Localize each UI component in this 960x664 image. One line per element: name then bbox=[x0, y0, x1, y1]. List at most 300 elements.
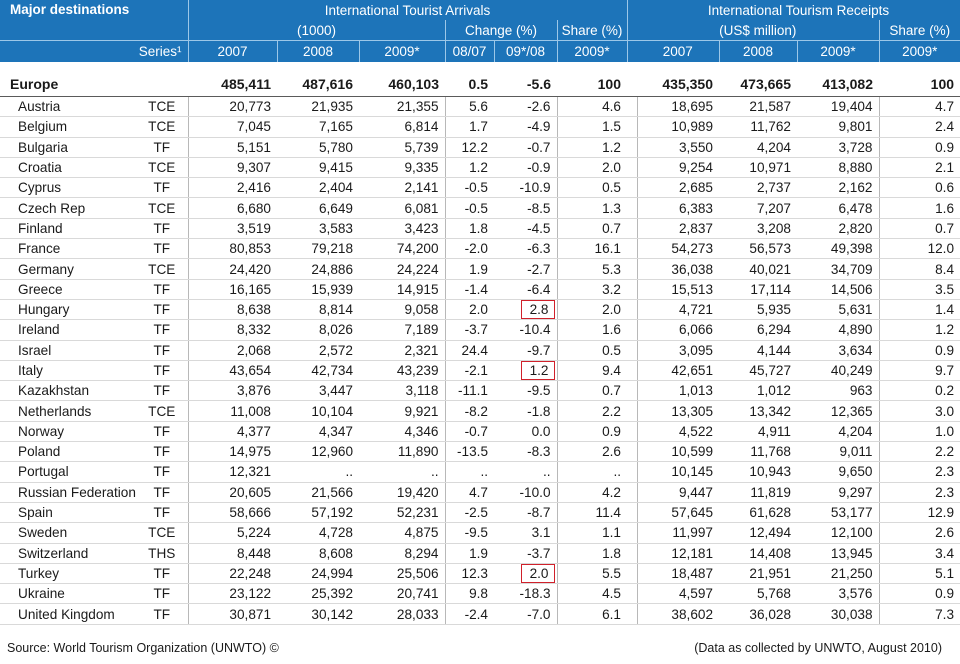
cell-arrivals-2008: 25,392 bbox=[277, 584, 359, 604]
col-receipts-share-2009: 2009* bbox=[879, 41, 960, 63]
cell-arrivals-2009: 9,335 bbox=[359, 157, 445, 177]
cell-arrivals-2009: 14,915 bbox=[359, 279, 445, 299]
series-code: TF bbox=[122, 239, 188, 259]
cell-share-2009: 1.8 bbox=[557, 543, 627, 563]
table-row bbox=[0, 401, 960, 421]
cell-receipts-share-2009: 1.4 bbox=[879, 299, 960, 319]
cell-receipts-2008: 17,114 bbox=[719, 279, 797, 299]
cell-receipts-2008: 4,911 bbox=[719, 421, 797, 441]
cell-change-08-07: 0.5 bbox=[445, 72, 494, 97]
cell-receipts-2008: 4,204 bbox=[719, 137, 797, 157]
cell-arrivals-2009: 43,239 bbox=[359, 360, 445, 380]
table-row bbox=[0, 97, 960, 117]
country-name: Spain bbox=[0, 502, 122, 522]
country-name: Cyprus bbox=[0, 178, 122, 198]
series-code: TF bbox=[122, 482, 188, 502]
cell-change-08-07: -2.1 bbox=[445, 360, 494, 380]
series-code: TF bbox=[122, 218, 188, 238]
country-name: Hungary bbox=[0, 299, 122, 319]
cell-receipts-share-2009: 2.1 bbox=[879, 157, 960, 177]
cell-arrivals-2007: 11,008 bbox=[188, 401, 277, 421]
table-row bbox=[0, 502, 960, 522]
cell-arrivals-2009: 52,231 bbox=[359, 502, 445, 522]
table-row bbox=[0, 299, 960, 319]
cell-share-2009: 1.3 bbox=[557, 198, 627, 218]
cell-arrivals-2008: 8,026 bbox=[277, 320, 359, 340]
collection-note: (Data as collected by UNWTO, August 2010) bbox=[694, 641, 942, 655]
cell-arrivals-2007: 14,975 bbox=[188, 442, 277, 462]
cell-receipts-2009: 9,650 bbox=[797, 462, 879, 482]
cell-receipts-2008: 12,494 bbox=[719, 523, 797, 543]
cell-receipts-2009: 40,249 bbox=[797, 360, 879, 380]
table-row bbox=[0, 563, 960, 583]
cell-arrivals-2008: 24,886 bbox=[277, 259, 359, 279]
country-name: Turkey bbox=[0, 563, 122, 583]
cell-arrivals-2009: 19,420 bbox=[359, 482, 445, 502]
table-row bbox=[0, 259, 960, 279]
table-body bbox=[0, 72, 960, 624]
series-code: TCE bbox=[122, 401, 188, 421]
cell-receipts-share-2009: 4.7 bbox=[879, 97, 960, 117]
cell-receipts-2007: 36,038 bbox=[637, 259, 719, 279]
cell-receipts-share-2009: 1.0 bbox=[879, 421, 960, 441]
col-2008: 2008 bbox=[277, 41, 359, 63]
cell-receipts-2007: 10,599 bbox=[637, 442, 719, 462]
cell-arrivals-2007: 8,332 bbox=[188, 320, 277, 340]
cell-change-09-08: -4.5 bbox=[494, 218, 557, 238]
cell-arrivals-2007: 485,411 bbox=[188, 72, 277, 97]
cell-arrivals-2009: 4,346 bbox=[359, 421, 445, 441]
cell-receipts-share-2009: 100 bbox=[879, 72, 960, 97]
cell-receipts-share-2009: 2.2 bbox=[879, 442, 960, 462]
cell-receipts-2007: 13,305 bbox=[637, 401, 719, 421]
cell-receipts-2007: 435,350 bbox=[637, 72, 719, 97]
cell-change-09-08: -10.4 bbox=[494, 320, 557, 340]
cell-receipts-2008: 11,762 bbox=[719, 117, 797, 137]
cell-arrivals-2009: 11,890 bbox=[359, 442, 445, 462]
cell-receipts-2008: 3,208 bbox=[719, 218, 797, 238]
country-name: Germany bbox=[0, 259, 122, 279]
cell-receipts-2007: 57,645 bbox=[637, 502, 719, 522]
cell-arrivals-2007: 3,876 bbox=[188, 381, 277, 401]
cell-change-08-07: -13.5 bbox=[445, 442, 494, 462]
cell-change-08-07: -8.2 bbox=[445, 401, 494, 421]
cell-receipts-2009: 34,709 bbox=[797, 259, 879, 279]
country-name: Sweden bbox=[0, 523, 122, 543]
series-code: TF bbox=[122, 421, 188, 441]
cell-arrivals-2008: .. bbox=[277, 462, 359, 482]
cell-receipts-share-2009: 2.4 bbox=[879, 117, 960, 137]
cell-arrivals-2007: 5,151 bbox=[188, 137, 277, 157]
cell-receipts-share-2009: 2.3 bbox=[879, 462, 960, 482]
country-name: Ireland bbox=[0, 320, 122, 340]
cell-receipts-2008: 45,727 bbox=[719, 360, 797, 380]
cell-change-09-08: -1.8 bbox=[494, 401, 557, 421]
cell-arrivals-2009: 3,423 bbox=[359, 218, 445, 238]
series-code: THS bbox=[122, 543, 188, 563]
table-row bbox=[0, 604, 960, 624]
cell-share-2009: 1.2 bbox=[557, 137, 627, 157]
country-name: Austria bbox=[0, 97, 122, 117]
cell-receipts-2007: 3,095 bbox=[637, 340, 719, 360]
cell-arrivals-2008: 57,192 bbox=[277, 502, 359, 522]
cell-arrivals-2009: 6,081 bbox=[359, 198, 445, 218]
region-name: Europe bbox=[0, 72, 122, 97]
country-name: Netherlands bbox=[0, 401, 122, 421]
cell-receipts-share-2009: 2.3 bbox=[879, 482, 960, 502]
cell-change-08-07: -2.4 bbox=[445, 604, 494, 624]
country-name: France bbox=[0, 239, 122, 259]
cell-receipts-2008: 61,628 bbox=[719, 502, 797, 522]
cell-arrivals-2008: 12,960 bbox=[277, 442, 359, 462]
cell-receipts-share-2009: 8.4 bbox=[879, 259, 960, 279]
cell-change-08-07: 1.2 bbox=[445, 157, 494, 177]
cell-change-09-08: .. bbox=[494, 462, 557, 482]
cell-receipts-2008: 2,737 bbox=[719, 178, 797, 198]
col-receipts-2007: 2007 bbox=[637, 41, 719, 63]
country-name: Bulgaria bbox=[0, 137, 122, 157]
cell-change-09-08: -9.7 bbox=[494, 340, 557, 360]
col-receipts-2008: 2008 bbox=[719, 41, 797, 63]
country-name: United Kingdom bbox=[0, 604, 122, 624]
cell-arrivals-2009: 20,741 bbox=[359, 584, 445, 604]
cell-receipts-share-2009: 3.5 bbox=[879, 279, 960, 299]
cell-arrivals-2009: 4,875 bbox=[359, 523, 445, 543]
cell-change-08-07: -0.5 bbox=[445, 178, 494, 198]
cell-change-09-08: -2.7 bbox=[494, 259, 557, 279]
cell-receipts-2007: 6,383 bbox=[637, 198, 719, 218]
cell-receipts-share-2009: 2.6 bbox=[879, 523, 960, 543]
series-code: TF bbox=[122, 442, 188, 462]
col-change-08-07: 08/07 bbox=[445, 41, 494, 63]
cell-receipts-2007: 4,721 bbox=[637, 299, 719, 319]
series-code: TF bbox=[122, 381, 188, 401]
table-row bbox=[0, 279, 960, 299]
highlight-box: 1.2 bbox=[521, 361, 555, 380]
cell-change-09-08 bbox=[494, 360, 557, 380]
cell-arrivals-2007: 58,666 bbox=[188, 502, 277, 522]
series-code: TF bbox=[122, 320, 188, 340]
cell-arrivals-2009: 2,141 bbox=[359, 178, 445, 198]
cell-receipts-2007: 4,597 bbox=[637, 584, 719, 604]
series-code: TCE bbox=[122, 97, 188, 117]
cell-share-2009: 0.7 bbox=[557, 381, 627, 401]
cell-arrivals-2008: 15,939 bbox=[277, 279, 359, 299]
cell-receipts-2007: 10,145 bbox=[637, 462, 719, 482]
table-header bbox=[0, 0, 960, 72]
cell-arrivals-2009: 25,506 bbox=[359, 563, 445, 583]
cell-receipts-2009: 12,100 bbox=[797, 523, 879, 543]
table-row bbox=[0, 239, 960, 259]
series-code: TF bbox=[122, 563, 188, 583]
cell-arrivals-2007: 24,420 bbox=[188, 259, 277, 279]
cell-receipts-2009: 5,631 bbox=[797, 299, 879, 319]
cell-share-2009: 1.6 bbox=[557, 320, 627, 340]
cell-receipts-2008: 36,028 bbox=[719, 604, 797, 624]
change-header: Change (%) bbox=[445, 20, 557, 41]
cell-change-08-07: -11.1 bbox=[445, 381, 494, 401]
cell-change-09-08: -2.6 bbox=[494, 97, 557, 117]
cell-arrivals-2007: 8,448 bbox=[188, 543, 277, 563]
cell-receipts-2007: 2,837 bbox=[637, 218, 719, 238]
cell-change-08-07: -0.5 bbox=[445, 198, 494, 218]
cell-arrivals-2009: 3,118 bbox=[359, 381, 445, 401]
cell-arrivals-2007: 8,638 bbox=[188, 299, 277, 319]
country-name: Croatia bbox=[0, 157, 122, 177]
arrivals-unit: (1000) bbox=[188, 20, 445, 41]
series-code: TF bbox=[122, 360, 188, 380]
series-code: TF bbox=[122, 584, 188, 604]
share-header: Share (%) bbox=[557, 20, 627, 41]
cell-arrivals-2007: 20,605 bbox=[188, 482, 277, 502]
series-code: TCE bbox=[122, 523, 188, 543]
table-row bbox=[0, 462, 960, 482]
cell-arrivals-2008: 7,165 bbox=[277, 117, 359, 137]
cell-share-2009: 100 bbox=[557, 72, 627, 97]
cell-arrivals-2007: 20,773 bbox=[188, 97, 277, 117]
cell-share-2009: 11.4 bbox=[557, 502, 627, 522]
cell-receipts-2009: 4,204 bbox=[797, 421, 879, 441]
cell-arrivals-2008: 9,415 bbox=[277, 157, 359, 177]
series-code: TF bbox=[122, 299, 188, 319]
cell-receipts-2007: 9,254 bbox=[637, 157, 719, 177]
cell-receipts-2008: 21,951 bbox=[719, 563, 797, 583]
cell-arrivals-2009: 460,103 bbox=[359, 72, 445, 97]
country-name: Kazakhstan bbox=[0, 381, 122, 401]
cell-change-09-08: -10.0 bbox=[494, 482, 557, 502]
country-name: Israel bbox=[0, 340, 122, 360]
cell-arrivals-2007: 23,122 bbox=[188, 584, 277, 604]
country-name: Russian Federation bbox=[0, 482, 122, 502]
cell-arrivals-2008: 8,814 bbox=[277, 299, 359, 319]
cell-receipts-2008: 56,573 bbox=[719, 239, 797, 259]
cell-change-08-07: -0.7 bbox=[445, 421, 494, 441]
country-name: Norway bbox=[0, 421, 122, 441]
cell-receipts-2009: 2,820 bbox=[797, 218, 879, 238]
cell-arrivals-2007: 9,307 bbox=[188, 157, 277, 177]
cell-receipts-2007: 2,685 bbox=[637, 178, 719, 198]
cell-arrivals-2007: 2,416 bbox=[188, 178, 277, 198]
cell-change-09-08: 3.1 bbox=[494, 523, 557, 543]
cell-receipts-2008: 10,943 bbox=[719, 462, 797, 482]
cell-arrivals-2009: 8,294 bbox=[359, 543, 445, 563]
series-code: TCE bbox=[122, 117, 188, 137]
cell-receipts-2007: 15,513 bbox=[637, 279, 719, 299]
cell-change-09-08: -4.9 bbox=[494, 117, 557, 137]
cell-change-09-08: -6.3 bbox=[494, 239, 557, 259]
country-name: Greece bbox=[0, 279, 122, 299]
cell-arrivals-2007: 7,045 bbox=[188, 117, 277, 137]
cell-change-09-08: -0.7 bbox=[494, 137, 557, 157]
cell-share-2009: 1.1 bbox=[557, 523, 627, 543]
cell-change-09-08: -7.0 bbox=[494, 604, 557, 624]
cell-arrivals-2008: 4,347 bbox=[277, 421, 359, 441]
cell-receipts-2009: 19,404 bbox=[797, 97, 879, 117]
cell-receipts-2008: 5,768 bbox=[719, 584, 797, 604]
cell-change-08-07: 5.6 bbox=[445, 97, 494, 117]
cell-arrivals-2009: 9,921 bbox=[359, 401, 445, 421]
series-code: TF bbox=[122, 604, 188, 624]
cell-share-2009: 16.1 bbox=[557, 239, 627, 259]
cell-change-09-08: -10.9 bbox=[494, 178, 557, 198]
cell-receipts-2007: 3,550 bbox=[637, 137, 719, 157]
highlight-box: 2.8 bbox=[521, 300, 555, 319]
cell-receipts-2009: 12,365 bbox=[797, 401, 879, 421]
cell-change-08-07: 1.8 bbox=[445, 218, 494, 238]
country-name: Portugal bbox=[0, 462, 122, 482]
cell-arrivals-2008: 2,404 bbox=[277, 178, 359, 198]
series-code: TF bbox=[122, 137, 188, 157]
cell-arrivals-2007: 5,224 bbox=[188, 523, 277, 543]
cell-change-09-08: -0.9 bbox=[494, 157, 557, 177]
col-change-09-08: 09*/08 bbox=[494, 41, 557, 63]
table-row bbox=[0, 157, 960, 177]
cell-arrivals-2008: 21,566 bbox=[277, 482, 359, 502]
country-name: Finland bbox=[0, 218, 122, 238]
cell-share-2009: 1.5 bbox=[557, 117, 627, 137]
cell-share-2009: 6.1 bbox=[557, 604, 627, 624]
cell-change-08-07: 1.9 bbox=[445, 259, 494, 279]
cell-receipts-2008: 473,665 bbox=[719, 72, 797, 97]
cell-receipts-2009: 49,398 bbox=[797, 239, 879, 259]
cell-change-09-08: -5.6 bbox=[494, 72, 557, 97]
cell-arrivals-2008: 42,734 bbox=[277, 360, 359, 380]
cell-share-2009: 4.2 bbox=[557, 482, 627, 502]
cell-receipts-2008: 7,207 bbox=[719, 198, 797, 218]
cell-receipts-2007: 54,273 bbox=[637, 239, 719, 259]
cell-change-09-08: -8.7 bbox=[494, 502, 557, 522]
cell-share-2009: 3.2 bbox=[557, 279, 627, 299]
cell-arrivals-2008: 5,780 bbox=[277, 137, 359, 157]
series-code: TF bbox=[122, 462, 188, 482]
table-row bbox=[0, 198, 960, 218]
table-row bbox=[0, 543, 960, 563]
receipts-unit: (US$ million) bbox=[637, 20, 879, 41]
cell-change-09-08: -8.3 bbox=[494, 442, 557, 462]
cell-change-08-07: -2.5 bbox=[445, 502, 494, 522]
cell-receipts-share-2009: 3.4 bbox=[879, 543, 960, 563]
cell-receipts-2009: 9,801 bbox=[797, 117, 879, 137]
source-note: Source: World Tourism Organization (UNWTO) © bbox=[7, 641, 279, 655]
cell-change-08-07: -9.5 bbox=[445, 523, 494, 543]
table-row bbox=[0, 178, 960, 198]
cell-arrivals-2007: 6,680 bbox=[188, 198, 277, 218]
cell-arrivals-2007: 12,321 bbox=[188, 462, 277, 482]
cell-arrivals-2007: 4,377 bbox=[188, 421, 277, 441]
cell-arrivals-2007: 43,654 bbox=[188, 360, 277, 380]
cell-arrivals-2009: 5,739 bbox=[359, 137, 445, 157]
cell-arrivals-2009: 9,058 bbox=[359, 299, 445, 319]
cell-change-09-08 bbox=[494, 563, 557, 583]
cell-receipts-2008: 11,819 bbox=[719, 482, 797, 502]
cell-change-09-08: -6.4 bbox=[494, 279, 557, 299]
cell-arrivals-2007: 3,519 bbox=[188, 218, 277, 238]
col-receipts-2009: 2009* bbox=[797, 41, 879, 63]
series-code: TF bbox=[122, 178, 188, 198]
cell-receipts-share-2009: 1.2 bbox=[879, 320, 960, 340]
series-header: Series¹ bbox=[122, 41, 188, 63]
table-row bbox=[0, 442, 960, 462]
cell-change-09-08: -18.3 bbox=[494, 584, 557, 604]
cell-receipts-share-2009: 7.3 bbox=[879, 604, 960, 624]
cell-receipts-share-2009: 0.6 bbox=[879, 178, 960, 198]
cell-share-2009: 4.6 bbox=[557, 97, 627, 117]
cell-receipts-2007: 9,447 bbox=[637, 482, 719, 502]
table-row bbox=[0, 340, 960, 360]
receipts-share-header: Share (%) bbox=[879, 20, 960, 41]
cell-receipts-2007: 1,013 bbox=[637, 381, 719, 401]
cell-change-09-08: -8.5 bbox=[494, 198, 557, 218]
cell-receipts-share-2009: 0.9 bbox=[879, 137, 960, 157]
table-row bbox=[0, 381, 960, 401]
country-name: Switzerland bbox=[0, 543, 122, 563]
cell-arrivals-2009: .. bbox=[359, 462, 445, 482]
cell-receipts-2008: 10,971 bbox=[719, 157, 797, 177]
cell-receipts-share-2009: 0.2 bbox=[879, 381, 960, 401]
table-row bbox=[0, 584, 960, 604]
cell-receipts-2009: 13,945 bbox=[797, 543, 879, 563]
cell-receipts-2007: 12,181 bbox=[637, 543, 719, 563]
europe-total-row bbox=[0, 72, 960, 97]
series-code: TCE bbox=[122, 157, 188, 177]
cell-receipts-2009: 3,728 bbox=[797, 137, 879, 157]
country-name: Poland bbox=[0, 442, 122, 462]
cell-share-2009: 9.4 bbox=[557, 360, 627, 380]
cell-receipts-2009: 21,250 bbox=[797, 563, 879, 583]
cell-arrivals-2008: 8,608 bbox=[277, 543, 359, 563]
cell-share-2009: 2.0 bbox=[557, 157, 627, 177]
cell-change-08-07: 12.3 bbox=[445, 563, 494, 583]
cell-receipts-2008: 21,587 bbox=[719, 97, 797, 117]
country-name: Italy bbox=[0, 360, 122, 380]
cell-arrivals-2007: 16,165 bbox=[188, 279, 277, 299]
cell-share-2009: 0.5 bbox=[557, 178, 627, 198]
cell-change-08-07: 4.7 bbox=[445, 482, 494, 502]
cell-receipts-2009: 53,177 bbox=[797, 502, 879, 522]
cell-arrivals-2008: 24,994 bbox=[277, 563, 359, 583]
series-code: TF bbox=[122, 340, 188, 360]
cell-share-2009: .. bbox=[557, 462, 627, 482]
cell-change-08-07: -1.4 bbox=[445, 279, 494, 299]
series-code: TF bbox=[122, 279, 188, 299]
cell-receipts-2008: 1,012 bbox=[719, 381, 797, 401]
cell-receipts-2008: 14,408 bbox=[719, 543, 797, 563]
cell-receipts-share-2009: 5.1 bbox=[879, 563, 960, 583]
country-name: Ukraine bbox=[0, 584, 122, 604]
cell-receipts-share-2009: 3.0 bbox=[879, 401, 960, 421]
cell-share-2009: 2.6 bbox=[557, 442, 627, 462]
cell-arrivals-2009: 28,033 bbox=[359, 604, 445, 624]
cell-receipts-2009: 8,880 bbox=[797, 157, 879, 177]
series-code: TF bbox=[122, 502, 188, 522]
cell-arrivals-2009: 21,355 bbox=[359, 97, 445, 117]
cell-receipts-2009: 9,297 bbox=[797, 482, 879, 502]
cell-arrivals-2008: 21,935 bbox=[277, 97, 359, 117]
cell-receipts-2009: 3,576 bbox=[797, 584, 879, 604]
cell-share-2009: 0.5 bbox=[557, 340, 627, 360]
cell-receipts-2009: 963 bbox=[797, 381, 879, 401]
cell-receipts-share-2009: 12.0 bbox=[879, 239, 960, 259]
cell-arrivals-2008: 4,728 bbox=[277, 523, 359, 543]
cell-share-2009: 5.5 bbox=[557, 563, 627, 583]
table-row bbox=[0, 117, 960, 137]
cell-receipts-2008: 4,144 bbox=[719, 340, 797, 360]
table-row bbox=[0, 137, 960, 157]
cell-change-08-07: 1.7 bbox=[445, 117, 494, 137]
cell-change-08-07: -2.0 bbox=[445, 239, 494, 259]
cell-arrivals-2009: 2,321 bbox=[359, 340, 445, 360]
cell-change-08-07: 24.4 bbox=[445, 340, 494, 360]
